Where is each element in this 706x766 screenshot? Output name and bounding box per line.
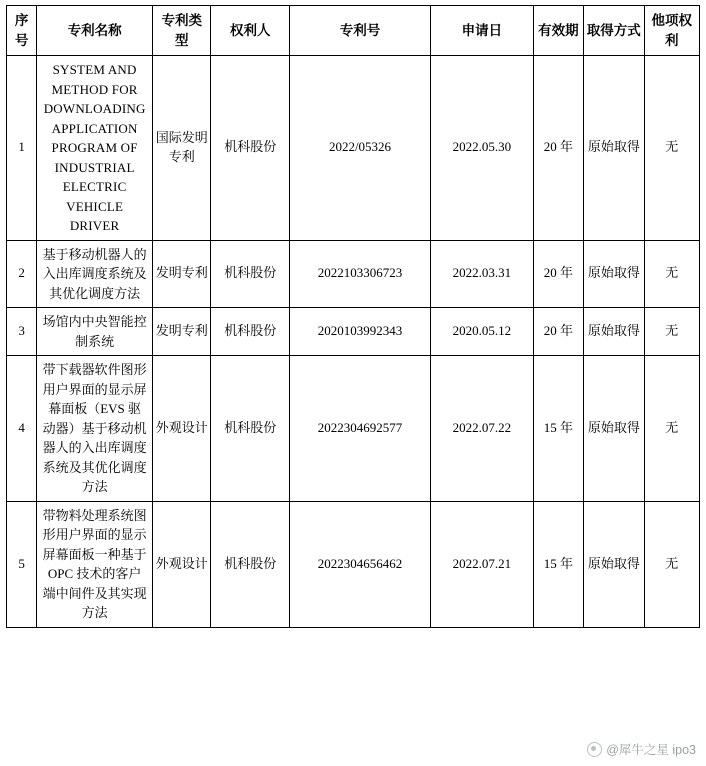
cell-valid-period: 15 年 bbox=[533, 356, 583, 502]
cell-patent-number: 2022304692577 bbox=[290, 356, 431, 502]
column-header-number: 专利号 bbox=[290, 6, 431, 56]
table-row bbox=[7, 356, 700, 502]
cell-apply-date: 2022.05.30 bbox=[431, 56, 534, 241]
watermark-text: @犀牛之星 ipo3 bbox=[606, 743, 696, 757]
cell-acquire-method: 原始取得 bbox=[584, 501, 644, 627]
table-row bbox=[7, 308, 700, 356]
cell-index: 2 bbox=[7, 240, 37, 308]
cell-valid-period: 20 年 bbox=[533, 56, 583, 241]
table-row bbox=[7, 501, 700, 627]
cell-patent-type: 外观设计 bbox=[153, 356, 211, 502]
cell-index: 4 bbox=[7, 356, 37, 502]
cell-valid-period: 20 年 bbox=[533, 308, 583, 356]
column-header-owner: 权利人 bbox=[211, 6, 290, 56]
cell-patent-type: 国际发明专利 bbox=[153, 56, 211, 241]
cell-patent-type: 发明专利 bbox=[153, 308, 211, 356]
cell-patent-number: 2020103992343 bbox=[290, 308, 431, 356]
column-header-apply-date: 申请日 bbox=[431, 6, 534, 56]
cell-apply-date: 2022.07.21 bbox=[431, 501, 534, 627]
cell-owner: 机科股份 bbox=[211, 240, 290, 308]
patent-table bbox=[6, 5, 700, 628]
watermark bbox=[587, 740, 696, 758]
table-row bbox=[7, 240, 700, 308]
cell-patent-number: 2022/05326 bbox=[290, 56, 431, 241]
cell-owner: 机科股份 bbox=[211, 356, 290, 502]
cell-patent-type: 发明专利 bbox=[153, 240, 211, 308]
column-header-index: 序号 bbox=[7, 6, 37, 56]
cell-other-rights: 无 bbox=[644, 501, 699, 627]
cell-patent-number: 2022304656462 bbox=[290, 501, 431, 627]
cell-patent-name: 场馆内中央智能控制系统 bbox=[37, 308, 153, 356]
cell-owner: 机科股份 bbox=[211, 56, 290, 241]
cell-patent-name: SYSTEM AND METHOD FOR DOWNLOADING APPLICATION PROGRAM OF INDUSTRIAL ELECTRIC VEHICLE DRIVER bbox=[37, 56, 153, 241]
table-row bbox=[7, 56, 700, 241]
cell-acquire-method: 原始取得 bbox=[584, 308, 644, 356]
table-header-row bbox=[7, 6, 700, 56]
cell-apply-date: 2022.03.31 bbox=[431, 240, 534, 308]
watermark-logo-icon bbox=[587, 742, 602, 757]
cell-valid-period: 15 年 bbox=[533, 501, 583, 627]
cell-valid-period: 20 年 bbox=[533, 240, 583, 308]
cell-other-rights: 无 bbox=[644, 308, 699, 356]
cell-other-rights: 无 bbox=[644, 240, 699, 308]
cell-patent-number: 2022103306723 bbox=[290, 240, 431, 308]
cell-apply-date: 2020.05.12 bbox=[431, 308, 534, 356]
cell-owner: 机科股份 bbox=[211, 308, 290, 356]
cell-patent-name: 基于移动机器人的入出库调度系统及其优化调度方法 bbox=[37, 240, 153, 308]
cell-patent-name: 带下载器软件图形用户界面的显示屏幕面板（EVS 驱动器）基于移动机器人的入出库调度系统及其优化调度方法 bbox=[37, 356, 153, 502]
cell-index: 1 bbox=[7, 56, 37, 241]
column-header-other: 他项权利 bbox=[644, 6, 699, 56]
cell-acquire-method: 原始取得 bbox=[584, 240, 644, 308]
cell-other-rights: 无 bbox=[644, 56, 699, 241]
cell-apply-date: 2022.07.22 bbox=[431, 356, 534, 502]
cell-patent-name: 带物料处理系统图形用户界面的显示屏幕面板一种基于 OPC 技术的客户端中间件及其实现方法 bbox=[37, 501, 153, 627]
cell-acquire-method: 原始取得 bbox=[584, 56, 644, 241]
cell-acquire-method: 原始取得 bbox=[584, 356, 644, 502]
column-header-name: 专利名称 bbox=[37, 6, 153, 56]
cell-index: 5 bbox=[7, 501, 37, 627]
column-header-valid: 有效期 bbox=[533, 6, 583, 56]
cell-other-rights: 无 bbox=[644, 356, 699, 502]
cell-owner: 机科股份 bbox=[211, 501, 290, 627]
column-header-acquire: 取得方式 bbox=[584, 6, 644, 56]
cell-index: 3 bbox=[7, 308, 37, 356]
cell-patent-type: 外观设计 bbox=[153, 501, 211, 627]
column-header-type: 专利类型 bbox=[153, 6, 211, 56]
